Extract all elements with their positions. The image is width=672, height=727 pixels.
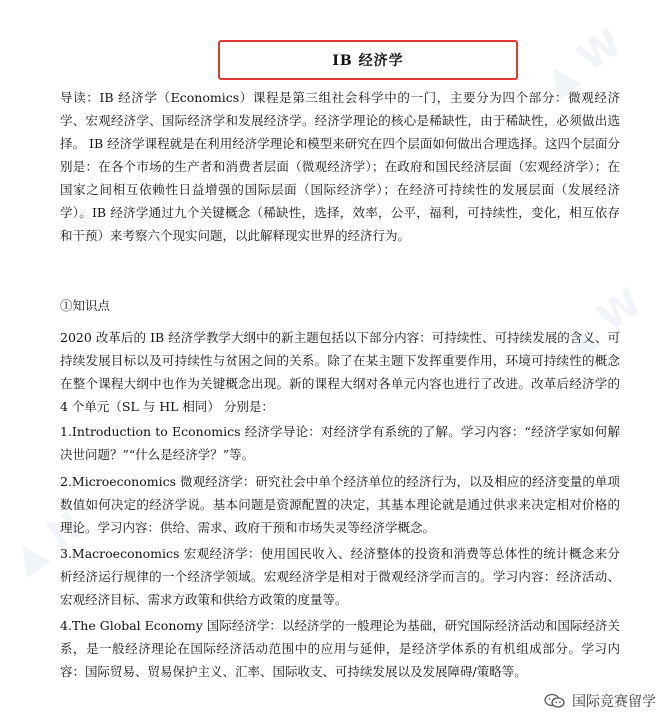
wechat-icon xyxy=(544,693,566,709)
unit-paragraph-3: 3.Macroeconomics 宏观经济学：使用国民收入、经济整体的投资和消费等总体性的统计概念来分析经济运行规律的一个经济学领域。宏观经济学是相对于微观经济学而言的。学习内容：经济活动、宏观经济目标、需求方政策和供给方政策的度量等。 xyxy=(60,546,620,607)
account-watermark xyxy=(544,691,656,711)
document-title: IB 经济学 xyxy=(332,53,404,69)
title-highlight-box xyxy=(218,40,518,80)
unit-paragraph-1: 1.Introduction to Economics 经济学导论：对经济学有系统的了解。学习内容：“经济学家如何解决世问题？”“什么是经济学？”等。 xyxy=(60,424,620,462)
unit-paragraph-2: 2.Microeconomics 微观经济学：研究社会中单个经济单位的经济行为，以及相应的经济变量的单项数值如何决定的经济学说。基本问题是资源配置的决定，其基本理论就是通过供求来决定相对价格的理论。学习内容：供给、需求、政府干预和市场失灵等经济学概念。 xyxy=(60,474,620,535)
background-watermark: ▲ N xyxy=(4,502,91,582)
intro-paragraph: 导读：IB 经济学（Economics）课程是第三组社会科学中的一门，主要分为四个部分：微观经济学、宏观经济学、国际经济学和发展经济学。经济学理论的核心是稀缺性，由于稀缺性，必须做出选择。 IB 经济学课程就是在利用经济学理论和模型来研究在四个层面如何做出合理选择。这四个层面分别是：在各个市场的生产者和消费者层面（微观经济学）；在政府和国民经济层面（宏观经济学）；在国家之间相互依赖性日益增强的国际层面（国际经济学）；在经济可持续性的发展层面（发展经济学）。IB 经济学通过九个关键概念（稀缺性，选择，效率，公平，福利，可持续性，变化，相互依存和干预）来考察六个现实问题，以此解释现实世界的经济行为。 xyxy=(60,90,620,243)
background-watermark: ▲ W xyxy=(555,279,650,365)
account-name: 国际竞赛留学 xyxy=(572,694,656,710)
unit-paragraph-4: 4.The Global Economy 国际经济学：以经济学的一般理论为基础，研究国际经济活动和国际经济关系，是一般经济理论在国际经济活动范围中的应用与延伸，是经济学体系的有机组成部分。学习内容：国际贸易、贸易保护主义、汇率、国际收支、可持续发展以及发展障碍/策略等。 xyxy=(60,618,620,679)
background-watermark: ▲ W xyxy=(535,19,630,105)
section-heading: ①知识点 xyxy=(60,298,111,313)
overview-paragraph: 2020 改革后的 IB 经济学教学大纲中的新主题包括以下部分内容：可持续性、可持续发展的含义、可持续发展目标以及可持续性与贫困之间的关系。除了在某主题下发挥重要作用，环境可持续性的概念在整个课程大纲中也作为关键概念出现。新的课程大纲对各单元内容也进行了改进。改革后经济学的 4 个单元（SL 与 HL 相同） 分别是： xyxy=(60,330,620,414)
